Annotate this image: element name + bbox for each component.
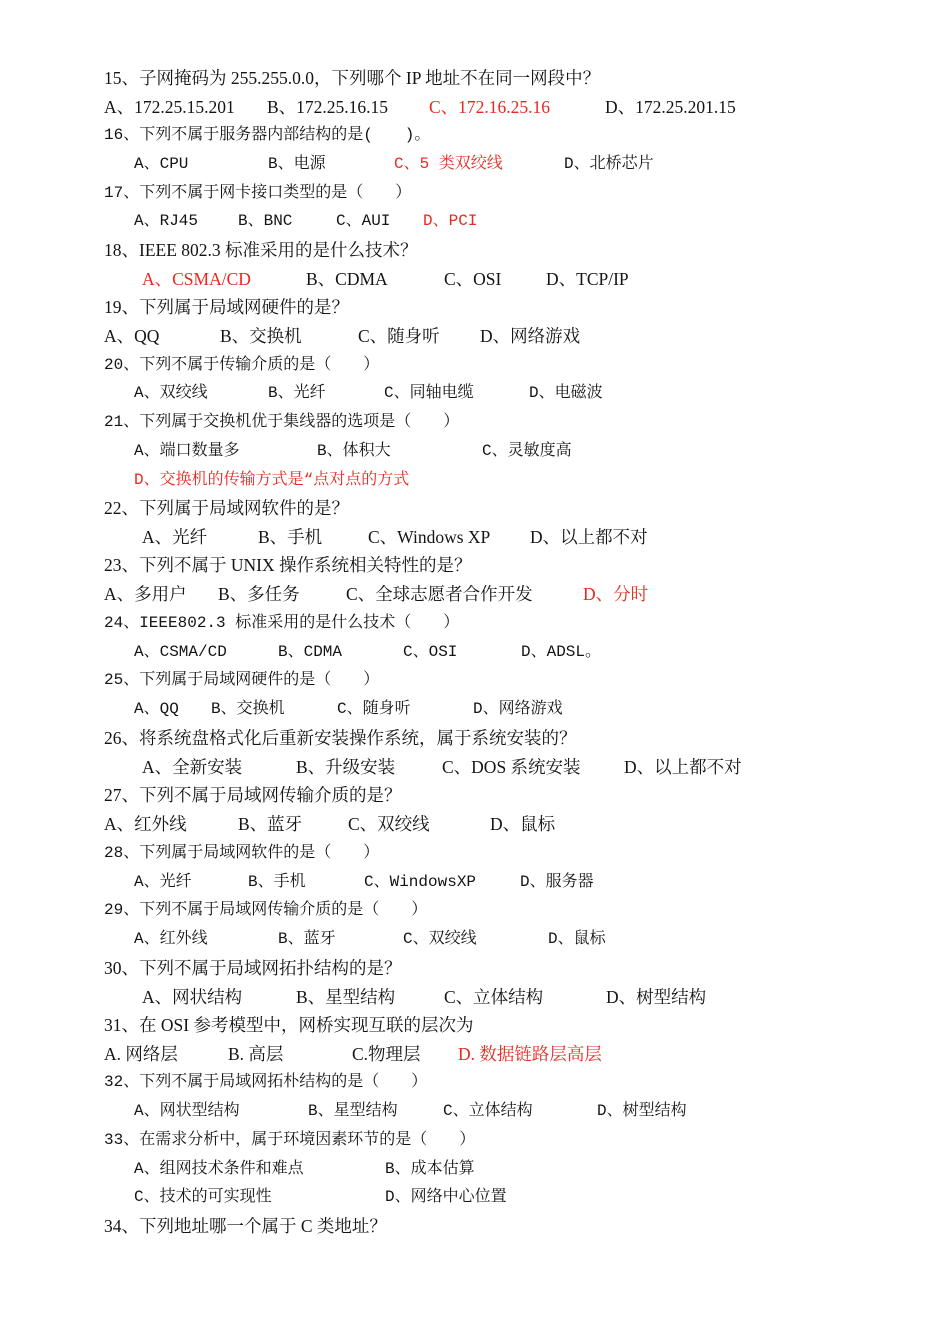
question-22-options <box>142 525 648 549</box>
option-b: B、手机 <box>258 527 323 547</box>
question-34-stem: 34、下列地址哪一个属于 C 类地址？ <box>104 1216 387 1236</box>
question-32-stem: 32、下列不属于局域网拓朴结构的是（ ） <box>104 1073 428 1091</box>
question-15-stem: 15、子网掩码为 255.255.0.0，下列哪个 IP 地址不在同一网段中？ <box>104 68 601 88</box>
option-c: C、OSI <box>444 269 502 289</box>
option-c: C、立体结构 <box>443 1102 533 1120</box>
option-d: D、ADSL。 <box>521 643 602 661</box>
option-c: C、随身听 <box>358 326 440 346</box>
option-a: A、端口数量多 <box>134 442 240 460</box>
option-a: A、CSMA/CD <box>134 643 227 661</box>
option-d: D、服务器 <box>520 873 594 891</box>
question-27-options <box>104 812 555 836</box>
option-a: A、光纤 <box>134 873 192 891</box>
question-28-options <box>134 870 594 894</box>
question-16-stem: 16、下列不属于服务器内部结构的是( )。 <box>104 126 431 144</box>
question-17-options <box>134 209 477 233</box>
question-27-stem: 27、下列不属于局域网传输介质的是？ <box>104 785 402 805</box>
option-d: D、以上都不对 <box>624 757 742 777</box>
option-c: C、DOS 系统安装 <box>442 757 581 777</box>
option-d: D、树型结构 <box>606 987 707 1007</box>
option-b: B、蓝牙 <box>278 930 336 948</box>
option-d: D、电磁波 <box>529 384 603 402</box>
option-b: B、172.25.16.15 <box>267 97 389 117</box>
option-c: C、随身听 <box>337 700 411 718</box>
option-d: D、TCP/IP <box>546 269 629 289</box>
question-31-stem: 31、在 OSI 参考模型中，网桥实现互联的层次为 <box>104 1015 474 1035</box>
question-31-options <box>104 1042 602 1066</box>
option-c: C、双绞线 <box>348 814 430 834</box>
question-28-stem: 28、下列属于局域网软件的是（ ） <box>104 844 380 862</box>
option-a: A、光纤 <box>142 527 208 547</box>
question-23-options <box>104 582 648 606</box>
option-a: A、QQ <box>104 326 160 346</box>
question-18-options <box>142 267 629 291</box>
option-d: D、鼠标 <box>490 814 556 834</box>
option-c: C、Windows XP <box>368 527 491 547</box>
option-a: A、网状结构 <box>142 987 243 1007</box>
option-d: D、鼠标 <box>548 930 606 948</box>
option-a: A、组网技术条件和难点 <box>134 1160 304 1178</box>
option-b: B、星型结构 <box>296 987 396 1007</box>
option-b: B、电源 <box>268 155 326 173</box>
question-33-options-cd <box>134 1185 507 1209</box>
option-b: B、CDMA <box>306 269 388 289</box>
option-a: A、全新安装 <box>142 757 243 777</box>
question-32-options <box>134 1099 687 1123</box>
option-d-answer: D、分时 <box>583 584 649 604</box>
option-b: B、升级安装 <box>296 757 396 777</box>
option-b: B、星型结构 <box>308 1102 398 1120</box>
option-c: C.物理层 <box>352 1044 421 1064</box>
option-b: B、体积大 <box>317 442 391 460</box>
question-24-stem: 24、IEEE802.3 标准采用的是什么技术（ ） <box>104 614 460 632</box>
option-c: C、AUI <box>336 212 391 230</box>
option-d: D、网络中心位置 <box>385 1188 507 1206</box>
option-a: A、RJ45 <box>134 212 199 230</box>
question-22-stem: 22、下列属于局域网软件的是？ <box>104 498 349 518</box>
option-c: C、双绞线 <box>403 930 477 948</box>
option-a: A、多用户 <box>104 584 187 604</box>
question-15-options <box>104 95 736 119</box>
option-a: A、红外线 <box>134 930 208 948</box>
question-17-stem: 17、下列不属于网卡接口类型的是（ ） <box>104 184 412 202</box>
question-18-stem: 18、IEEE 802.3 标准采用的是什么技术？ <box>104 240 418 260</box>
question-20-options <box>134 381 603 405</box>
option-c: C、技术的可实现性 <box>134 1188 272 1206</box>
question-19-stem: 19、下列属于局域网硬件的是？ <box>104 297 349 317</box>
option-a-answer: A、CSMA/CD <box>142 269 251 289</box>
option-b: B、成本估算 <box>385 1160 475 1178</box>
option-b: B、光纤 <box>268 384 326 402</box>
question-24-options <box>134 640 601 664</box>
option-d: D、网络游戏 <box>473 700 563 718</box>
question-21-stem: 21、下列属于交换机优于集线器的选项是（ ） <box>104 413 460 431</box>
option-d: D、网络游戏 <box>480 326 581 346</box>
option-c-answer: C、172.16.25.16 <box>429 97 551 117</box>
question-26-stem: 26、将系统盘格式化后重新安装操作系统，属于系统安装的？ <box>104 728 577 748</box>
option-d-answer: D、PCI <box>423 212 478 230</box>
option-a: A. 网络层 <box>104 1044 178 1064</box>
option-a: A、红外线 <box>104 814 187 834</box>
question-23-stem: 23、下列不属于 UNIX 操作系统相关特性的是？ <box>104 555 472 575</box>
option-a: A、双绞线 <box>134 384 208 402</box>
option-a: A、网状型结构 <box>134 1102 240 1120</box>
option-d: D、树型结构 <box>597 1102 687 1120</box>
question-25-options <box>134 697 563 721</box>
option-d-answer: D、交换机的传输方式是“点对点的方式 <box>134 471 410 489</box>
question-16-options <box>134 152 654 176</box>
question-30-stem: 30、下列不属于局域网拓扑结构的是？ <box>104 958 402 978</box>
option-a: A、CPU <box>134 155 189 173</box>
option-a: A、172.25.15.201 <box>104 97 235 117</box>
question-25-stem: 25、下列属于局域网硬件的是（ ） <box>104 671 380 689</box>
option-d: D、以上都不对 <box>530 527 648 547</box>
option-b: B. 高层 <box>228 1044 284 1064</box>
option-c: C、WindowsXP <box>364 873 477 891</box>
option-c-answer: C、5 类双绞线 <box>394 155 503 173</box>
option-b: B、CDMA <box>278 643 343 661</box>
question-30-options <box>142 985 706 1009</box>
option-b: B、多任务 <box>218 584 300 604</box>
question-33-stem: 33、在需求分析中，属于环境因素环节的是（ ） <box>104 1131 476 1149</box>
option-b: B、交换机 <box>220 326 302 346</box>
question-26-options <box>142 755 742 779</box>
question-21-options-ab <box>134 439 572 463</box>
question-29-options <box>134 927 606 951</box>
option-c: C、同轴电缆 <box>384 384 474 402</box>
question-29-stem: 29、下列不属于局域网传输介质的是（ ） <box>104 901 428 919</box>
option-b: B、交换机 <box>211 700 285 718</box>
option-b: B、蓝牙 <box>238 814 303 834</box>
question-19-options <box>104 324 580 348</box>
question-20-stem: 20、下列不属于传输介质的是（ ） <box>104 356 380 374</box>
question-33-options-ab <box>134 1157 475 1181</box>
option-d: D、北桥芯片 <box>564 155 654 173</box>
option-d-answer: D. 数据链路层高层 <box>458 1044 602 1064</box>
option-c: C、全球志愿者合作开发 <box>346 584 533 604</box>
option-b: B、手机 <box>248 873 306 891</box>
option-b: B、BNC <box>238 212 293 230</box>
option-c: C、立体结构 <box>444 987 544 1007</box>
option-d: D、172.25.201.15 <box>605 97 736 117</box>
option-c: C、OSI <box>403 643 458 661</box>
option-a: A、QQ <box>134 700 179 718</box>
option-c: C、灵敏度高 <box>482 442 572 460</box>
